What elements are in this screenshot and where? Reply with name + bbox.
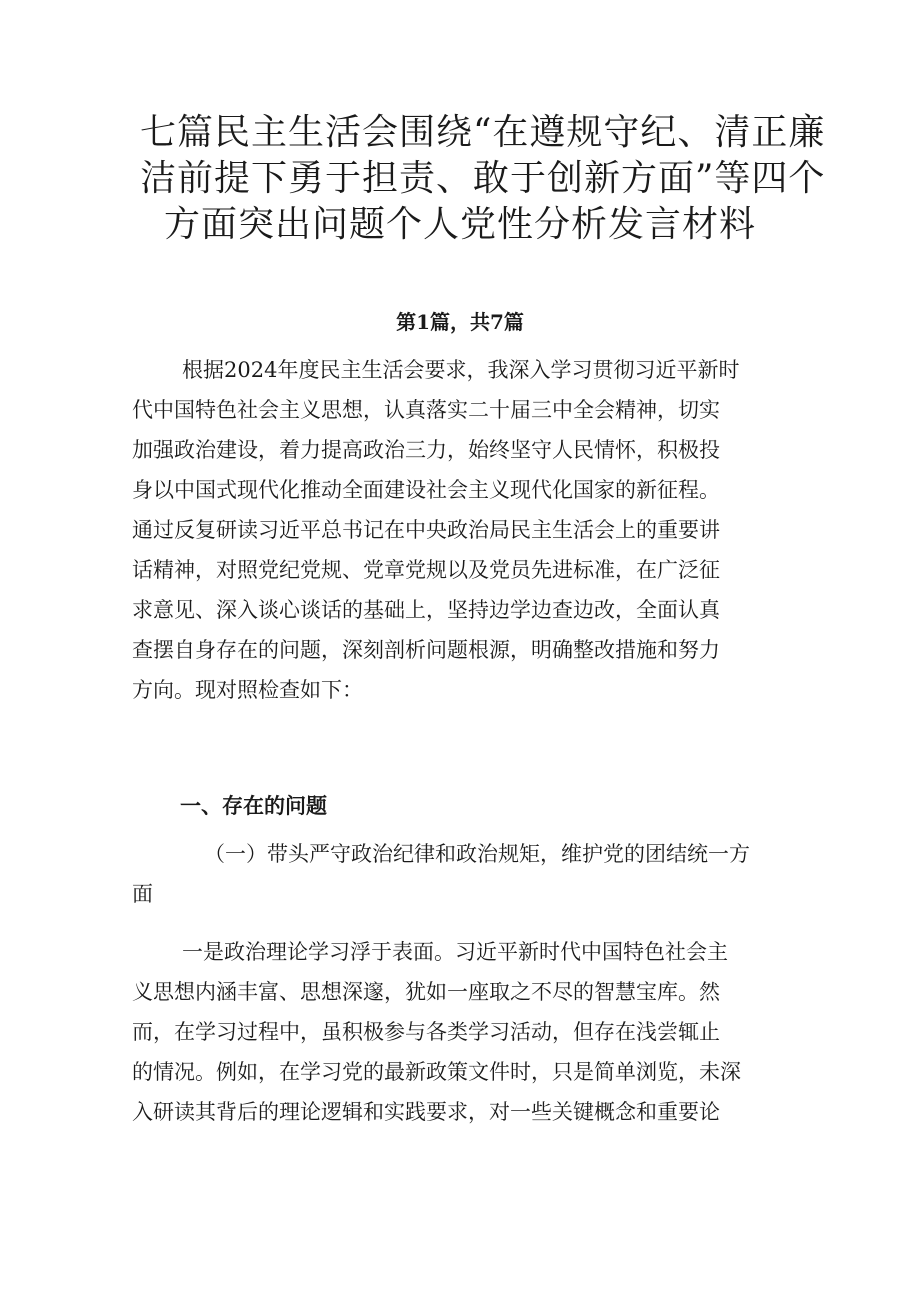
subsection-line: （一）带头严守政治纪律和政治规矩，维护党的团结统一方 (204, 842, 750, 866)
section-heading: 一、存在的问题 (180, 793, 327, 818)
paragraph-line: 代中国特色社会主义思想，认真落实二十届三中全会精神，切实 (132, 398, 720, 422)
paragraph-line: 方向。现对照检查如下： (132, 678, 363, 702)
paragraph-line: 根据2024年度民主生活会要求，我深入学习贯彻习近平新时 (182, 358, 740, 382)
paragraph-line: 求意见、深入谈心谈话的基础上，坚持边学边查边改，全面认真 (132, 598, 720, 622)
paragraph-line: 而，在学习过程中，虽积极参与各类学习活动，但存在浅尝辄止 (132, 1020, 720, 1044)
title-line: 七篇民主生活会围绕“在遵规守纪、清正廉 (140, 112, 826, 153)
intro-paragraph (132, 350, 788, 710)
subsection-line: 面 (132, 882, 153, 906)
title-line: 方面突出问题个人党性分析发言材料 (163, 204, 756, 245)
part-indicator: 第1篇，共7篇 (396, 310, 524, 334)
paragraph-line: 的情况。例如，在学习党的最新政策文件时，只是简单浏览，未深 (132, 1060, 741, 1084)
title-line: 洁前提下勇于担责、敢于创新方面”等四个 (140, 158, 826, 199)
paragraph-line: 一是政治理论学习浮于表面。习近平新时代中国特色社会主 (182, 940, 728, 964)
paragraph-line: 身以中国式现代化推动全面建设社会主义现代化国家的新征程。 (132, 478, 720, 502)
subsection-heading (132, 834, 788, 914)
document-title (140, 110, 826, 248)
paragraph-line: 入研读其背后的理论逻辑和实践要求，对一些关键概念和重要论 (132, 1100, 720, 1124)
paragraph-line: 话精神，对照党纪党规、党章党规以及党员先进标准，在广泛征 (132, 558, 720, 582)
point-paragraph (132, 932, 788, 1132)
paragraph-line: 查摆自身存在的问题，深刻剖析问题根源，明确整改措施和努力 (132, 638, 720, 662)
paragraph-line: 通过反复研读习近平总书记在中央政治局民主生活会上的重要讲 (132, 518, 720, 542)
paragraph-line: 加强政治建设，着力提高政治三力，始终坚守人民情怀，积极投 (132, 438, 720, 462)
paragraph-line: 义思想内涵丰富、思想深邃，犹如一座取之不尽的智慧宝库。然 (132, 980, 720, 1004)
